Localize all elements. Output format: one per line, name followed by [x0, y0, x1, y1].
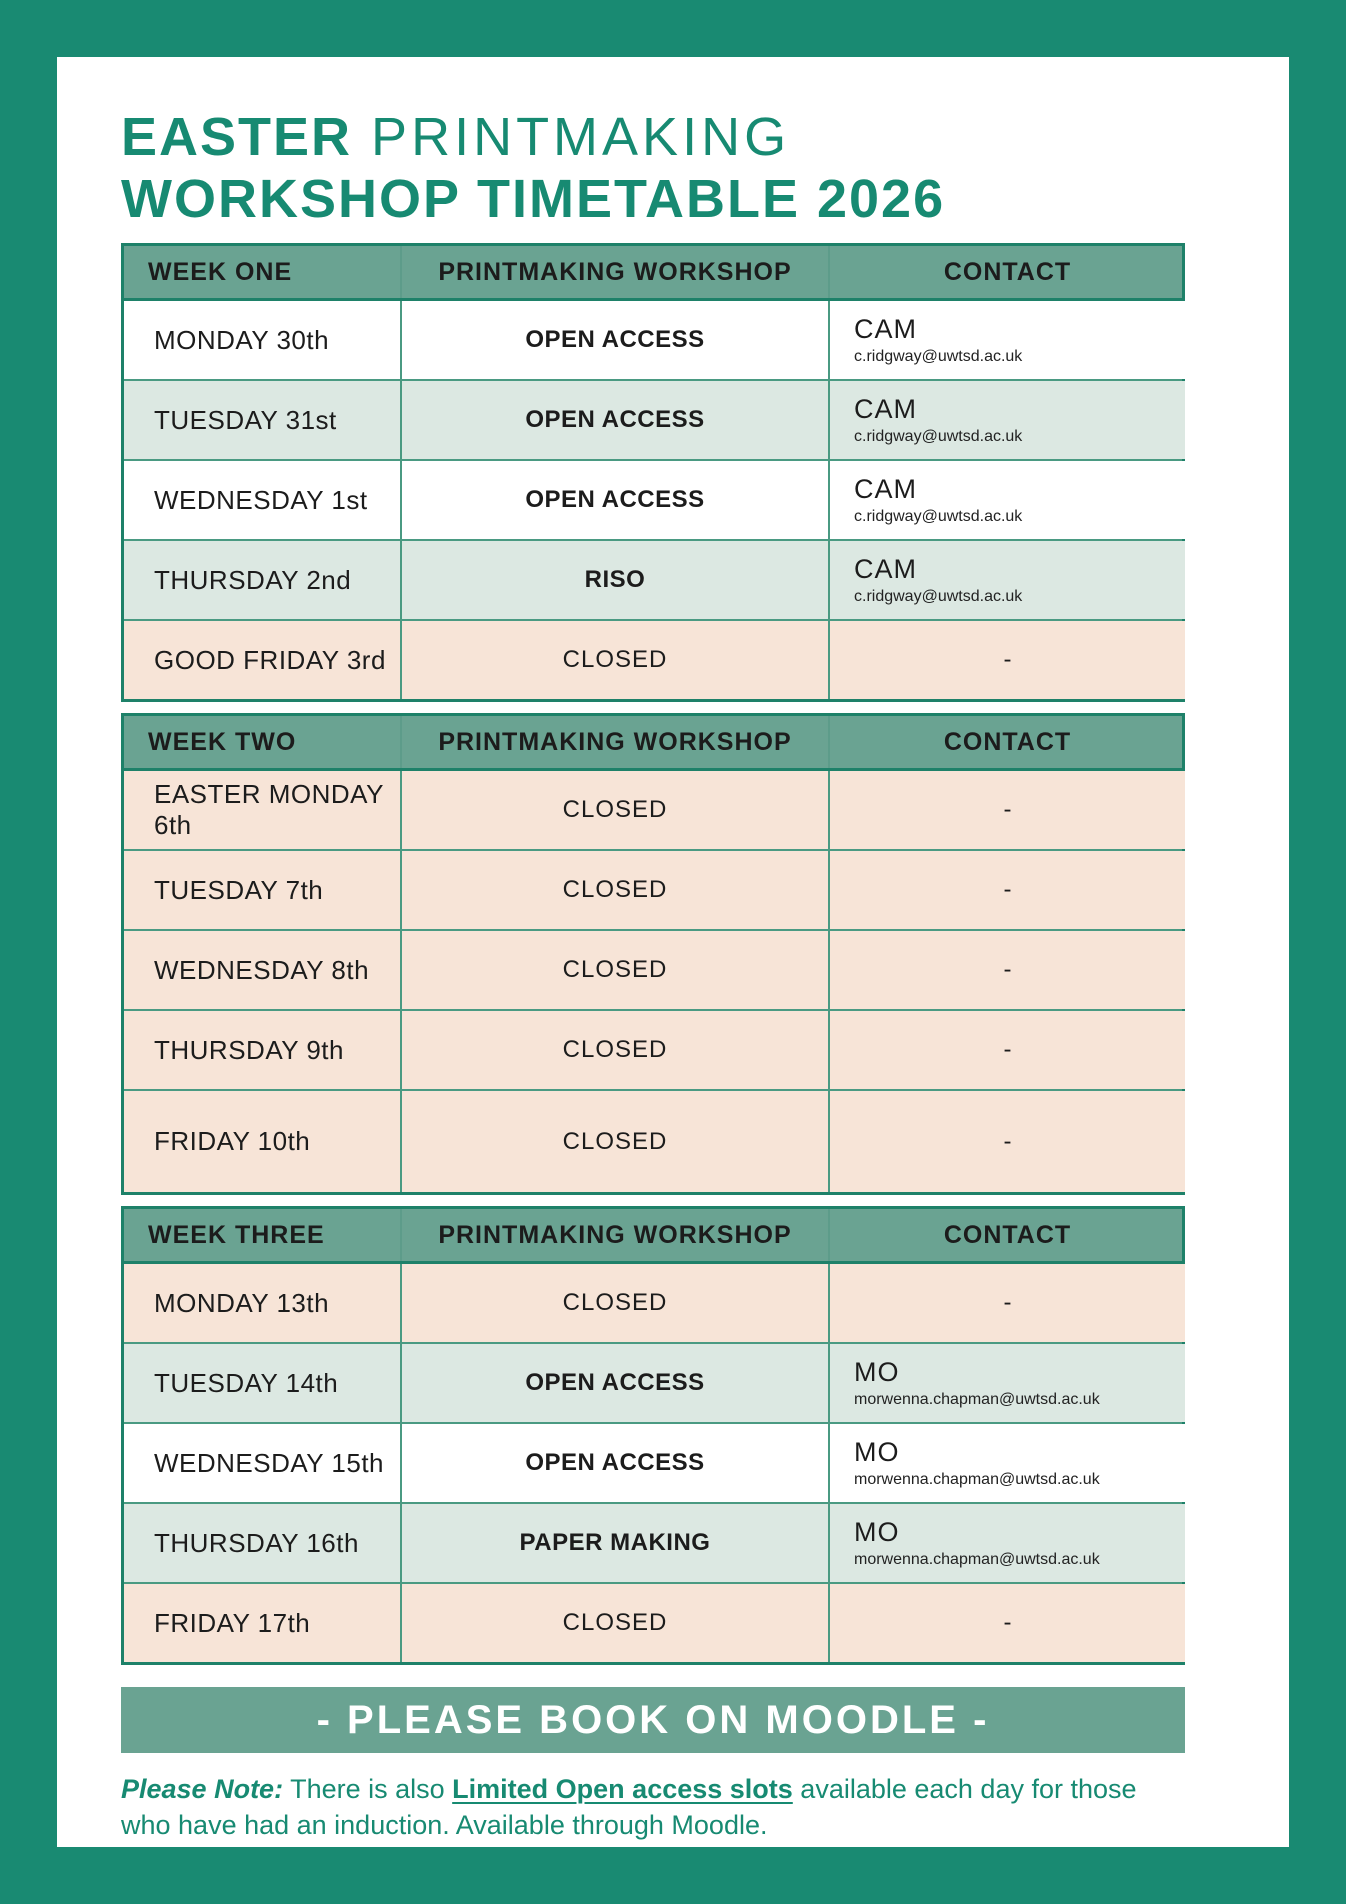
note-before-link: There is also	[283, 1774, 453, 1804]
contact-cell: -	[828, 931, 1185, 1009]
workshop-cell: CLOSED	[400, 1091, 828, 1192]
day-cell: MONDAY 13th	[124, 1264, 400, 1342]
workshop-cell: OPEN ACCESS	[400, 1424, 828, 1502]
workshop-cell: PAPER MAKING	[400, 1504, 828, 1582]
title-easter: EASTER	[121, 107, 353, 167]
day-cell: FRIDAY 10th	[124, 1091, 400, 1192]
workshop-column-header: PRINTMAKING WORKSHOP	[400, 246, 828, 298]
day-cell: WEDNESDAY 15th	[124, 1424, 400, 1502]
table-row	[124, 929, 1182, 1009]
table-header-row	[124, 246, 1182, 301]
contact-email: c.ridgway@uwtsd.ac.uk	[854, 427, 1023, 445]
table-row	[124, 1342, 1182, 1422]
contact-name: MO	[854, 1516, 900, 1547]
day-cell: GOOD FRIDAY 3rd	[124, 621, 400, 699]
contact-cell: -	[828, 851, 1185, 929]
day-cell: EASTER MONDAY 6th	[124, 771, 400, 849]
note-link-text: Limited Open access slots	[452, 1774, 793, 1804]
contact-cell: -	[828, 1011, 1185, 1089]
day-cell: MONDAY 30th	[124, 301, 400, 379]
contact-email: morwenna.chapman@uwtsd.ac.uk	[854, 1390, 1100, 1408]
workshop-cell: RISO	[400, 541, 828, 619]
day-cell: TUESDAY 31st	[124, 381, 400, 459]
contact-email: c.ridgway@uwtsd.ac.uk	[854, 347, 1023, 365]
day-cell: THURSDAY 16th	[124, 1504, 400, 1582]
workshop-cell: OPEN ACCESS	[400, 1344, 828, 1422]
workshop-cell: OPEN ACCESS	[400, 301, 828, 379]
contact-cell	[828, 1344, 1185, 1422]
contact-cell: -	[828, 1584, 1185, 1662]
contact-name: CAM	[854, 473, 917, 504]
contact-name: CAM	[854, 313, 917, 344]
contact-column-header: CONTACT	[828, 1209, 1185, 1261]
table-row	[124, 1502, 1182, 1582]
workshop-cell: CLOSED	[400, 1584, 828, 1662]
workshop-cell: CLOSED	[400, 851, 828, 929]
table-body	[124, 301, 1182, 699]
table-header-row	[124, 1209, 1182, 1264]
workshop-cell: CLOSED	[400, 1011, 828, 1089]
table-row	[124, 1582, 1182, 1662]
table-row	[124, 1422, 1182, 1502]
workshop-cell: OPEN ACCESS	[400, 461, 828, 539]
title-printmaking: PRINTMAKING	[352, 107, 791, 167]
contact-cell	[828, 1504, 1185, 1582]
day-cell: THURSDAY 2nd	[124, 541, 400, 619]
workshop-cell: CLOSED	[400, 621, 828, 699]
table-row	[124, 301, 1182, 379]
contact-column-header: CONTACT	[828, 716, 1185, 768]
contact-email: morwenna.chapman@uwtsd.ac.uk	[854, 1550, 1100, 1568]
contact-name: CAM	[854, 553, 917, 584]
poster-title-line2: WORKSHOP TIMETABLE 2026	[121, 169, 946, 229]
day-cell: WEDNESDAY 1st	[124, 461, 400, 539]
workshop-cell: CLOSED	[400, 931, 828, 1009]
contact-cell: -	[828, 1091, 1185, 1192]
contact-email: c.ridgway@uwtsd.ac.uk	[854, 587, 1023, 605]
day-cell: TUESDAY 7th	[124, 851, 400, 929]
table-row	[124, 1264, 1182, 1342]
contact-cell	[828, 541, 1185, 619]
timetable-tables	[121, 243, 1289, 1665]
day-cell: THURSDAY 9th	[124, 1011, 400, 1089]
contact-email: c.ridgway@uwtsd.ac.uk	[854, 507, 1023, 525]
contact-name: CAM	[854, 393, 917, 424]
table-header-row	[124, 716, 1182, 771]
contact-email: morwenna.chapman@uwtsd.ac.uk	[854, 1470, 1100, 1488]
table-row	[124, 539, 1182, 619]
timetable-week-two	[121, 713, 1185, 1195]
contact-cell: -	[828, 1264, 1185, 1342]
contact-column-header: CONTACT	[828, 246, 1185, 298]
day-cell: TUESDAY 14th	[124, 1344, 400, 1422]
table-row	[124, 1009, 1182, 1089]
day-cell: FRIDAY 17th	[124, 1584, 400, 1662]
footer-note	[121, 1771, 1166, 1843]
note-after-link: available each day for those who have had an induction. Available through Moodle.	[121, 1774, 1137, 1840]
day-cell: WEDNESDAY 8th	[124, 931, 400, 1009]
table-row	[124, 459, 1182, 539]
table-row	[124, 849, 1182, 929]
table-row	[124, 379, 1182, 459]
workshop-cell: CLOSED	[400, 1264, 828, 1342]
table-row	[124, 619, 1182, 699]
contact-cell	[828, 461, 1185, 539]
table-body	[124, 771, 1182, 1192]
table-row	[124, 1089, 1182, 1192]
workshop-column-header: PRINTMAKING WORKSHOP	[400, 1209, 828, 1261]
week-label-header: WEEK ONE	[148, 257, 293, 286]
contact-name: MO	[854, 1356, 900, 1387]
note-prefix: Please Note:	[121, 1774, 284, 1804]
contact-name: MO	[854, 1436, 900, 1467]
week-label-header: WEEK THREE	[148, 1220, 325, 1249]
timetable-week-one	[121, 243, 1185, 702]
table-body	[124, 1264, 1182, 1662]
workshop-cell: CLOSED	[400, 771, 828, 849]
contact-cell: -	[828, 771, 1185, 849]
contact-cell	[828, 1424, 1185, 1502]
table-row	[124, 771, 1182, 849]
workshop-column-header: PRINTMAKING WORKSHOP	[400, 716, 828, 768]
timetable-week-three	[121, 1206, 1185, 1665]
moodle-banner: - PLEASE BOOK ON MOODLE -	[121, 1687, 1185, 1753]
poster-title-line1	[121, 107, 1289, 167]
contact-cell: -	[828, 621, 1185, 699]
contact-cell	[828, 381, 1185, 459]
poster-content	[57, 57, 1289, 1847]
workshop-cell: OPEN ACCESS	[400, 381, 828, 459]
contact-cell	[828, 301, 1185, 379]
week-label-header: WEEK TWO	[148, 727, 297, 756]
